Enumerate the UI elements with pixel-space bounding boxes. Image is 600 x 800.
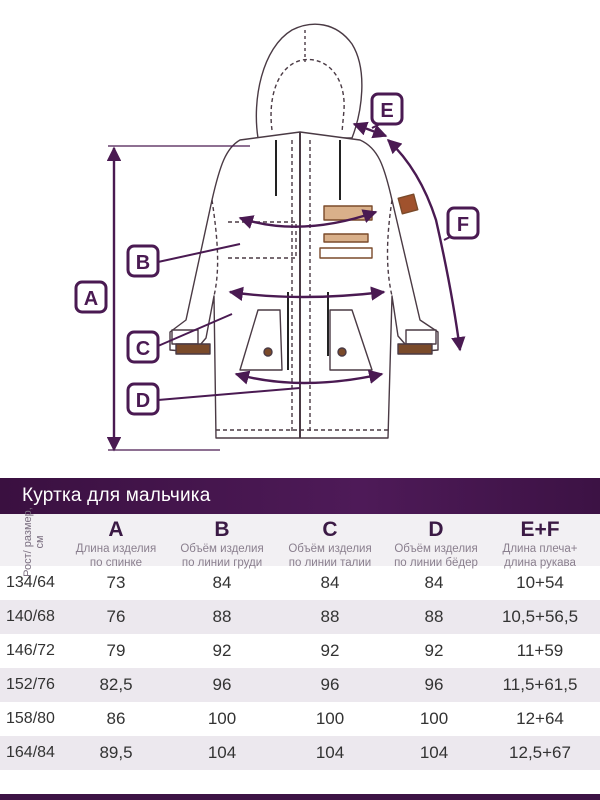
label-a	[76, 282, 106, 312]
column-header-a: A Длина изделия по спинке	[75, 518, 157, 569]
svg-text:D: D	[135, 390, 151, 412]
column-header-b: B Объём изделия по линии груди	[180, 518, 264, 569]
label-b	[128, 246, 158, 276]
table-row: 164/84 89,5 104 104 104 12,5+67	[0, 736, 600, 770]
svg-text:B: B	[135, 252, 151, 274]
bottom-bar	[0, 794, 600, 800]
table-title: Куртка для мальчика	[22, 485, 211, 506]
label-e	[372, 94, 402, 124]
svg-text:A: A	[83, 288, 99, 310]
rost-header: Рост/ размер, см	[22, 507, 46, 577]
svg-text:F: F	[456, 214, 470, 236]
label-d	[128, 384, 158, 414]
svg-text:C: C	[135, 338, 151, 360]
label-f	[448, 208, 478, 238]
jacket-drawing	[170, 24, 438, 438]
table-row: 140/68 76 88 88 88 10,5+56,5	[0, 600, 600, 634]
table-row: 134/64 73 84 84 84 10+54	[6, 573, 564, 592]
table-row: 152/76 82,5 96 96 96 11,5+61,5	[0, 668, 600, 702]
size-table	[0, 478, 600, 800]
label-c	[128, 332, 158, 362]
column-header-ef: E+F Длина плеча+ длина рукава	[502, 518, 578, 569]
svg-text:E: E	[380, 100, 394, 122]
table-row: 146/72 79 92 92 92 11+59	[6, 641, 564, 660]
column-header-d: D Объём изделия по линии бёдер	[394, 518, 478, 569]
table-row: 158/80 86 100 100 100 12+64	[6, 709, 564, 728]
table-title-bar	[0, 478, 600, 514]
column-header-c: C Объём изделия по линии талии	[288, 518, 372, 569]
